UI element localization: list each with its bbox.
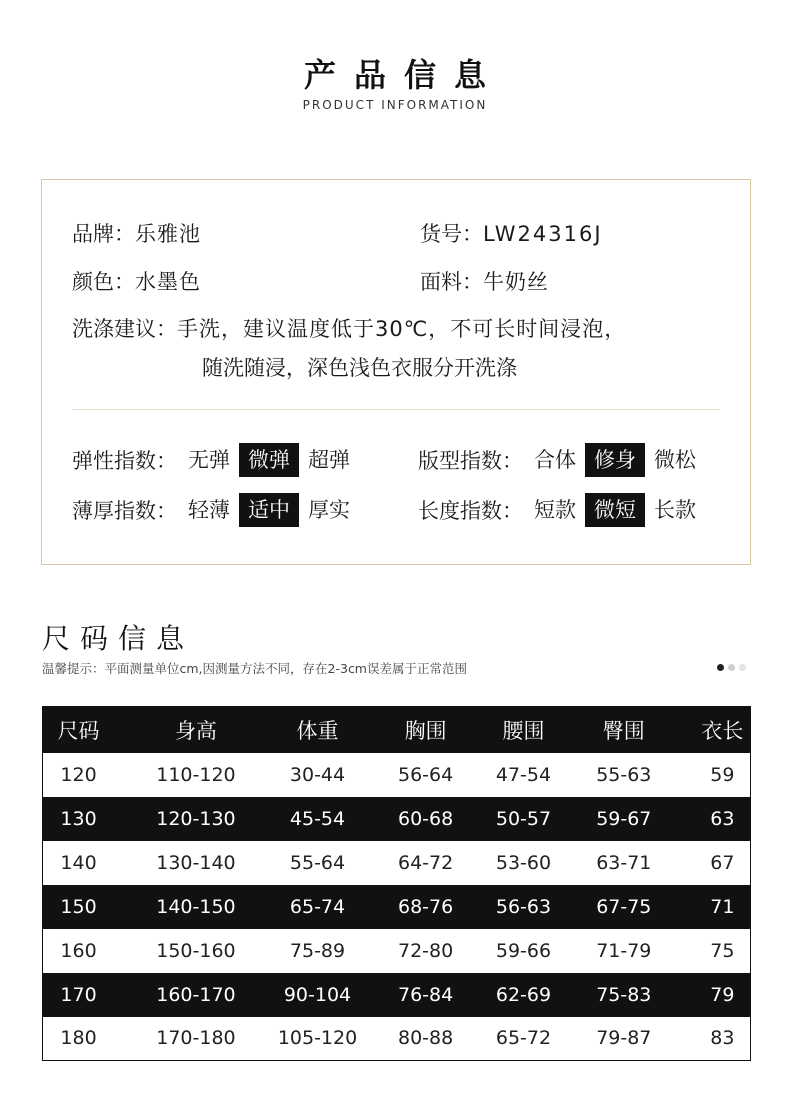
thickness-index [72,493,359,527]
brand-field [72,218,201,248]
elasticity-option-super: 超弹 [308,448,350,472]
table-row [43,1017,751,1061]
thickness-option-thin: 轻薄 [188,498,230,522]
table-cell: 63 [695,797,751,841]
wash-advice-line2: 随洗随浸，深色浅色衣服分开洗涤 [202,356,517,380]
fabric-label: 面料： [420,270,483,294]
table-cell: 60-68 [357,797,494,841]
table-cell: 56-64 [357,753,494,797]
thickness-index-label: 薄厚指数： [72,499,177,523]
table-cell: 170 [43,973,115,1017]
table-cell: 50-57 [494,797,553,841]
carousel-dot[interactable] [728,664,735,671]
size-tip: 温馨提示：平面测量单位cm,因测量方法不同，存在2-3cm误差属于正常范围 [42,661,467,676]
table-cell: 105-120 [278,1017,357,1061]
size-section-title: 尺码信息 [42,622,195,655]
item-number-value: LW24316J [483,222,603,246]
table-cell: 130-140 [114,841,278,885]
column-header: 体重 [278,707,357,753]
table-cell: 72-80 [357,929,494,973]
thickness-option-medium: 适中 [239,493,299,527]
table-cell: 150 [43,885,115,929]
table-cell: 160 [43,929,115,973]
elasticity-option-none: 无弹 [188,448,230,472]
table-cell: 120 [43,753,115,797]
page-title: 产品信息 [303,56,504,94]
carousel-dot[interactable] [739,664,746,671]
table-cell: 59-66 [494,929,553,973]
fabric-value: 牛奶丝 [483,270,549,294]
elasticity-option-slight: 微弹 [239,443,299,477]
table-row [43,841,751,885]
size-table-header [43,707,751,753]
length-index-label: 长度指数： [418,499,523,523]
item-number-field [420,218,603,248]
table-cell: 65-74 [278,885,357,929]
fit-index-label: 版型指数： [418,449,523,473]
table-cell: 47-54 [494,753,553,797]
elasticity-index-label: 弹性指数： [72,449,177,473]
table-row [43,797,751,841]
column-header: 身高 [114,707,278,753]
table-cell: 75-83 [553,973,695,1017]
table-row [43,973,751,1017]
table-cell: 71 [695,885,751,929]
table-cell: 140-150 [114,885,278,929]
table-cell: 45-54 [278,797,357,841]
table-cell: 76-84 [357,973,494,1017]
table-cell: 59 [695,753,751,797]
fit-option-loose: 微松 [654,448,696,472]
table-cell: 79 [695,973,751,1017]
table-cell: 90-104 [278,973,357,1017]
thickness-option-thick: 厚实 [308,498,350,522]
color-label: 颜色： [72,270,135,294]
color-value: 水墨色 [135,270,201,294]
product-info-box [41,179,751,565]
length-option-long: 长款 [654,498,696,522]
table-cell: 67 [695,841,751,885]
fabric-field [420,266,549,296]
size-table [42,706,751,1061]
page-subtitle: PRODUCT INFORMATION [302,98,488,112]
wash-advice-line1: 手洗，建议温度低于30℃，不可长时间浸泡， [177,317,627,341]
color-field [72,266,201,296]
column-header: 腰围 [494,707,553,753]
item-number-label: 货号： [420,222,483,246]
table-cell: 68-76 [357,885,494,929]
column-header: 尺码 [43,707,115,753]
divider [72,409,720,410]
table-cell: 80-88 [357,1017,494,1061]
column-header: 胸围 [357,707,494,753]
table-cell: 170-180 [114,1017,278,1061]
table-cell: 62-69 [494,973,553,1017]
table-cell: 53-60 [494,841,553,885]
length-index [418,493,705,527]
table-row [43,753,751,797]
table-cell: 71-79 [553,929,695,973]
table-cell: 75 [695,929,751,973]
table-cell: 130 [43,797,115,841]
length-option-short: 短款 [534,498,576,522]
table-cell: 55-64 [278,841,357,885]
table-cell: 75-89 [278,929,357,973]
table-cell: 79-87 [553,1017,695,1061]
carousel-dots [717,664,746,671]
table-cell: 180 [43,1017,115,1061]
length-option-cropped: 微短 [585,493,645,527]
table-row [43,929,751,973]
column-header: 臀围 [553,707,695,753]
table-cell: 83 [695,1017,751,1061]
table-cell: 63-71 [553,841,695,885]
fit-option-regular: 合体 [534,448,576,472]
brand-value: 乐雅池 [135,222,201,246]
wash-advice-label: 洗涤建议： [72,317,177,341]
table-cell: 65-72 [494,1017,553,1061]
fit-index [418,443,705,477]
brand-label: 品牌： [72,222,135,246]
fit-option-slim: 修身 [585,443,645,477]
table-cell: 30-44 [278,753,357,797]
elasticity-index [72,443,359,477]
table-cell: 110-120 [114,753,278,797]
table-cell: 140 [43,841,115,885]
table-cell: 59-67 [553,797,695,841]
table-cell: 55-63 [553,753,695,797]
table-cell: 160-170 [114,973,278,1017]
table-cell: 150-160 [114,929,278,973]
table-cell: 64-72 [357,841,494,885]
table-cell: 67-75 [553,885,695,929]
table-cell: 56-63 [494,885,553,929]
carousel-dot-active[interactable] [717,664,724,671]
table-cell: 120-130 [114,797,278,841]
table-row [43,885,751,929]
column-header: 衣长 [695,707,751,753]
wash-advice-field [72,313,626,343]
